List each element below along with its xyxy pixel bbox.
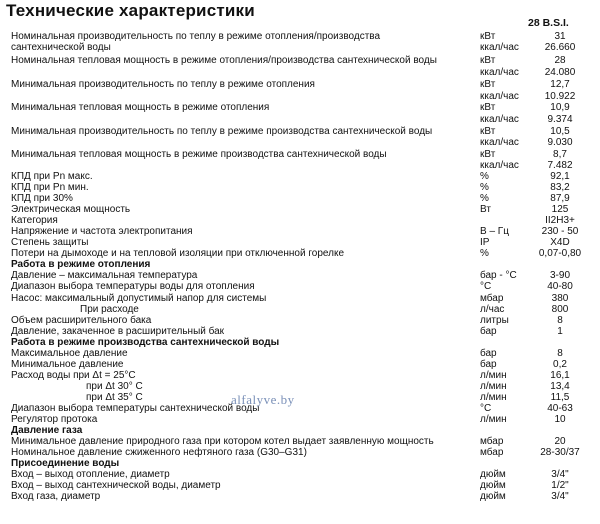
- spec-unit: %: [480, 182, 489, 193]
- spec-unit: %: [480, 248, 489, 259]
- spec-unit: Вт: [480, 204, 491, 215]
- spec-value: 0,07-0,80: [538, 248, 582, 259]
- spec-label: Давление газа: [11, 425, 83, 436]
- spec-value: 3/4": [551, 491, 569, 502]
- spec-unit: кВт: [480, 31, 496, 42]
- spec-value: 40-80: [547, 281, 573, 292]
- spec-unit: %: [480, 171, 489, 182]
- spec-label: Вход газа, диаметр: [11, 491, 101, 502]
- spec-value: X4D: [550, 237, 570, 248]
- spec-value: 1/2": [551, 480, 569, 491]
- spec-label: Насос: максимальный допустимый напор для системы: [11, 293, 267, 304]
- spec-label: Присоединение воды: [11, 458, 120, 469]
- spec-unit: °С: [480, 403, 492, 414]
- spec-value: 28: [554, 55, 566, 66]
- spec-label: КПД при 30%: [11, 193, 73, 204]
- spec-value: 12,7: [550, 79, 570, 90]
- spec-value: 11,5: [550, 392, 570, 403]
- spec-unit: В – Гц: [480, 226, 509, 237]
- spec-label: при Δt 30° С: [86, 381, 143, 392]
- spec-label: Номинальное давление сжиженного нефтяного газа (G30–G31): [11, 447, 307, 458]
- spec-label: КПД при Pn мин.: [11, 182, 89, 193]
- spec-value: 1: [557, 326, 563, 337]
- spec-unit: IP: [480, 237, 490, 248]
- spec-label: Минимальная производительность по теплу в режиме отопления: [11, 79, 315, 90]
- spec-label: Потери на дымоходе и на тепловой изоляции при отключенной горелке: [11, 248, 345, 259]
- spec-unit: кВт: [480, 55, 496, 66]
- spec-value: 380: [551, 293, 569, 304]
- spec-unit: бар: [480, 326, 497, 337]
- spec-value: 26.660: [544, 42, 576, 53]
- spec-unit: л/мин: [480, 392, 507, 403]
- spec-unit: °С: [480, 281, 492, 292]
- spec-label: КПД при Pn макс.: [11, 171, 93, 182]
- spec-value: 8,7: [553, 149, 567, 160]
- spec-unit: бар - °С: [480, 270, 517, 281]
- spec-unit: ккал/час: [480, 160, 519, 171]
- spec-value: 83,2: [550, 182, 570, 193]
- spec-label: Диапазон выбора температуры сантехнической воды: [11, 403, 260, 414]
- spec-value: 10,9: [550, 102, 570, 113]
- spec-label: Степень защиты: [11, 237, 89, 248]
- spec-value: 16,1: [550, 370, 570, 381]
- spec-unit: л/мин: [480, 370, 507, 381]
- spec-value: 10: [554, 414, 566, 425]
- spec-value: 10,5: [550, 126, 570, 137]
- spec-unit: ккал/час: [480, 114, 519, 125]
- spec-value: 3/4": [551, 469, 569, 480]
- spec-value: 800: [551, 304, 569, 315]
- spec-unit: %: [480, 193, 489, 204]
- spec-unit: бар: [480, 359, 497, 370]
- spec-value: 3-90: [549, 270, 570, 281]
- spec-value: 13,4: [550, 381, 570, 392]
- spec-unit: литры: [480, 315, 509, 326]
- spec-label: Регулятор протока: [11, 414, 98, 425]
- spec-value: 230 - 50: [541, 226, 579, 237]
- spec-value: 125: [551, 204, 569, 215]
- spec-value: II2H3+: [545, 215, 575, 226]
- spec-label: Вход – выход отопление, диаметр: [11, 469, 170, 480]
- spec-label: Объем расширительного бака: [11, 315, 152, 326]
- spec-unit: мбар: [480, 447, 504, 458]
- spec-unit: кВт: [480, 126, 496, 137]
- spec-label: Давление – максимальная температура: [11, 270, 198, 281]
- spec-unit: мбар: [480, 436, 504, 447]
- spec-unit: кВт: [480, 79, 496, 90]
- spec-label: Вход – выход сантехнической воды, диаметр: [11, 480, 221, 491]
- spec-label: Расход воды при Δt = 25°С: [11, 370, 136, 381]
- spec-value: 40-63: [547, 403, 573, 414]
- spec-unit: кВт: [480, 149, 496, 160]
- page-title: Технические характеристики: [6, 1, 255, 20]
- watermark: alfalyve.by: [231, 392, 295, 407]
- spec-label: Минимальная производительность по теплу в режиме производства сантехнической воды: [11, 126, 433, 137]
- spec-value: 7.482: [547, 160, 573, 171]
- spec-value: 92,1: [550, 171, 570, 182]
- model-header: 28 B.S.I.: [528, 17, 569, 29]
- spec-unit: дюйм: [480, 480, 506, 491]
- spec-value: 31: [554, 31, 566, 42]
- spec-label: Диапазон выбора температуры воды для отопления: [11, 281, 255, 292]
- spec-value: 28-30/37: [540, 447, 580, 458]
- spec-unit: ккал/час: [480, 91, 519, 102]
- spec-label: Минимальное давление: [11, 359, 124, 370]
- spec-unit: бар: [480, 348, 497, 359]
- spec-label: Максимальное давление: [11, 348, 128, 359]
- spec-label: Категория: [11, 215, 58, 226]
- spec-unit: л/мин: [480, 381, 507, 392]
- spec-label: Номинальная тепловая мощность в режиме отопления/производства сантехнической воды: [11, 55, 437, 66]
- spec-label: при Δt 35° С: [86, 392, 143, 403]
- spec-label: Работа в режиме производства сантехнической воды: [11, 337, 280, 348]
- spec-unit: л/мин: [480, 414, 507, 425]
- spec-label: Напряжение и частота электропитания: [11, 226, 193, 237]
- spec-unit: кВт: [480, 102, 496, 113]
- spec-value: 10.922: [544, 91, 576, 102]
- spec-value: 0,2: [553, 359, 567, 370]
- spec-label: Электрическая мощность: [11, 204, 131, 215]
- spec-value: 20: [554, 436, 566, 447]
- spec-unit: ккал/час: [480, 67, 519, 78]
- spec-unit: л/час: [480, 304, 505, 315]
- spec-value: 24.080: [544, 67, 576, 78]
- spec-label: Номинальная производительность по теплу в режиме отопления/производства сантехнической воды: [11, 31, 381, 53]
- spec-unit: дюйм: [480, 469, 506, 480]
- spec-value: 8: [557, 348, 563, 359]
- spec-unit: ккал/час: [480, 137, 519, 148]
- spec-label: Минимальная тепловая мощность в режиме производства сантехнической воды: [11, 149, 387, 160]
- spec-value: 9.374: [547, 114, 573, 125]
- spec-label: Работа в режиме отопления: [11, 259, 151, 270]
- spec-value: 8: [557, 315, 563, 326]
- spec-label: Минимальное давление природного газа при котором котел выдает заявленную мощность: [11, 436, 434, 447]
- spec-label: При расходе: [80, 304, 139, 315]
- spec-value: 9.030: [547, 137, 573, 148]
- spec-unit: дюйм: [480, 491, 506, 502]
- spec-label: Минимальная тепловая мощность в режиме отопления: [11, 102, 270, 113]
- spec-unit: мбар: [480, 293, 504, 304]
- spec-unit: ккал/час: [480, 42, 519, 53]
- spec-label: Давление, закаченное в расширительный бак: [11, 326, 225, 337]
- spec-value: 87,9: [550, 193, 570, 204]
